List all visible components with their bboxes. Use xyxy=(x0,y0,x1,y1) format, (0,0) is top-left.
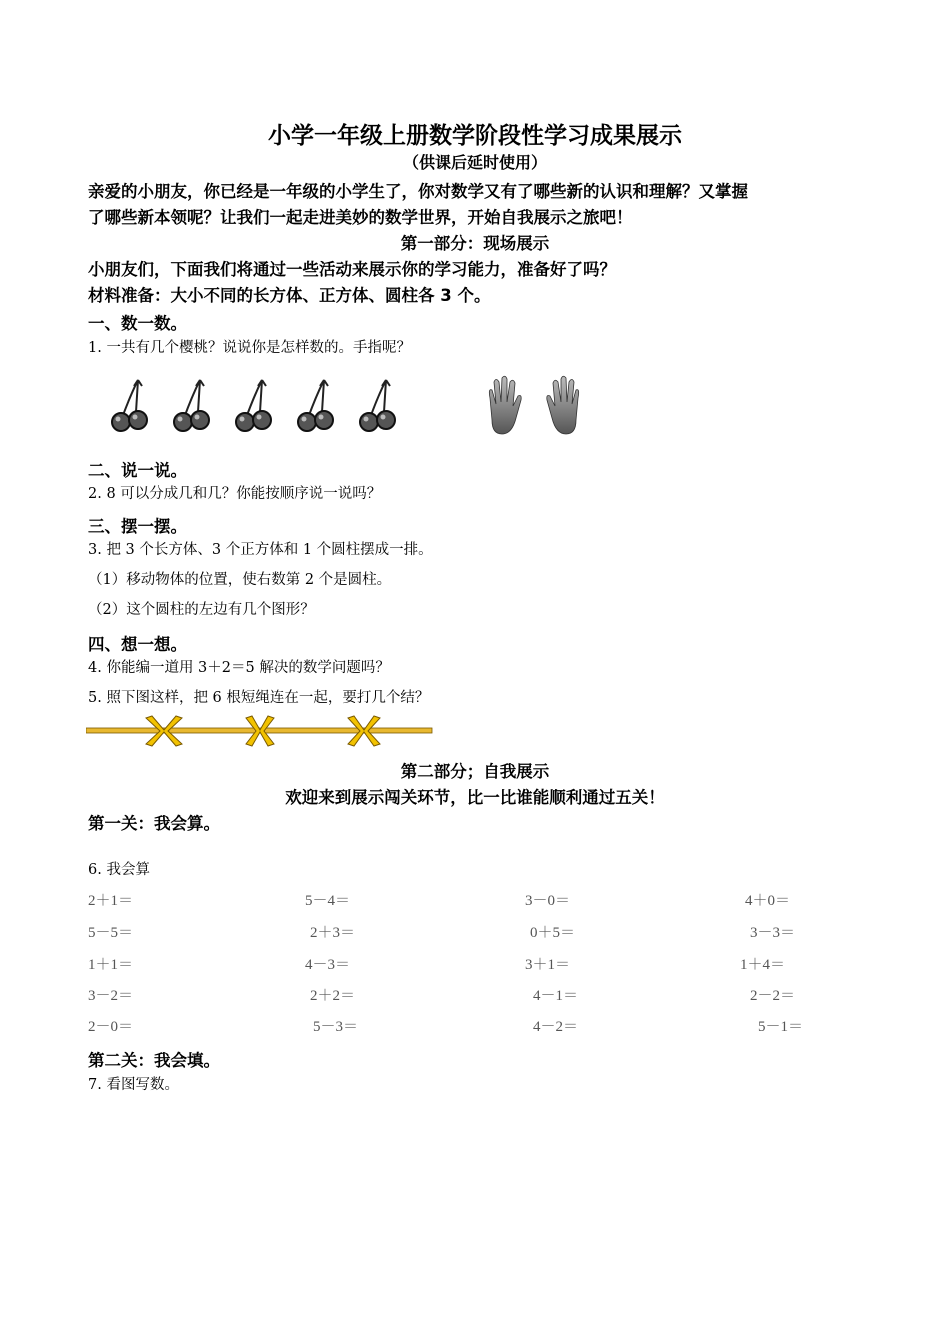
exercise-item: 2＋2＝ xyxy=(310,988,356,1004)
hands-illustration xyxy=(484,374,584,438)
materials-line: 材料准备：大小不同的长方体、正方体、圆柱各 3 个。 xyxy=(88,286,491,305)
page-title: 小学一年级上册数学阶段性学习成果展示 xyxy=(268,123,682,149)
part1-line-1: 小朋友们，下面我们将通过一些活动来展示你的学习能力，准备好了吗？ xyxy=(88,260,616,279)
exercise-item: 5－5＝ xyxy=(88,925,134,941)
cherry-icon xyxy=(298,380,333,431)
exercise-item: 2－2＝ xyxy=(750,988,796,1004)
exercise-item: 5－4＝ xyxy=(305,893,351,909)
cherry-icon xyxy=(236,380,271,431)
question-2: 2. 8 可以分成几和几？你能按顺序说一说吗？ xyxy=(88,486,382,502)
question-1: 1. 一共有几个樱桃？说说你是怎样数的。手指呢？ xyxy=(88,340,411,356)
section-arrange: 三、摆一摆。 xyxy=(88,517,187,536)
exercise-item: 3－0＝ xyxy=(525,893,571,909)
question-6: 6. 我会算 xyxy=(88,862,150,878)
exercise-item: 2＋3＝ xyxy=(310,925,356,941)
question-5: 5. 照下图这样，把 6 根短绳连在一起，要打几个结？ xyxy=(88,690,430,706)
exercise-item: 4－2＝ xyxy=(533,1019,579,1035)
level-2-heading: 第二关：我会填。 xyxy=(88,1051,220,1070)
question-3-part-2: （2）这个圆柱的左边有几个图形？ xyxy=(88,602,315,618)
intro-line-2: 了哪些新本领呢？让我们一起走进美妙的数学世界，开始自我展示之旅吧！ xyxy=(88,208,633,227)
right-hand-icon xyxy=(547,376,579,434)
part2-welcome: 欢迎来到展示闯关环节，比一比谁能顺利通过五关！ xyxy=(285,788,665,807)
question-3-part-1: （1）移动物体的位置，使右数第 2 个是圆柱。 xyxy=(88,572,392,588)
question-7: 7. 看图写数。 xyxy=(88,1077,179,1093)
part2-heading: 第二部分；自我展示 xyxy=(400,762,550,781)
question-4: 4. 你能编一道用 3＋2＝5 解决的数学问题吗？ xyxy=(88,660,390,676)
exercise-item: 4＋0＝ xyxy=(745,893,791,909)
cherries-illustration xyxy=(108,376,408,438)
part1-heading: 第一部分：现场展示 xyxy=(400,234,550,253)
cherry-icon xyxy=(174,380,209,431)
exercise-item: 5－3＝ xyxy=(313,1019,359,1035)
exercise-item: 2＋1＝ xyxy=(88,893,134,909)
exercise-item: 0＋5＝ xyxy=(530,925,576,941)
section-say: 二、说一说。 xyxy=(88,461,187,480)
exercise-item: 3＋1＝ xyxy=(525,957,571,973)
section-think: 四、想一想。 xyxy=(88,635,187,654)
cherry-icon xyxy=(360,380,395,431)
exercise-item: 5－1＝ xyxy=(758,1019,804,1035)
exercise-item: 3－2＝ xyxy=(88,988,134,1004)
intro-line-1: 亲爱的小朋友，你已经是一年级的小学生了，你对数学又有了哪些新的认识和理解？又掌握 xyxy=(88,182,748,201)
left-hand-icon xyxy=(489,376,521,434)
cherry-icon xyxy=(112,380,147,431)
exercise-item: 4－1＝ xyxy=(533,988,579,1004)
question-3: 3. 把 3 个长方体、3 个正方体和 1 个圆柱摆成一排。 xyxy=(88,542,433,558)
exercise-item: 2－0＝ xyxy=(88,1019,134,1035)
exercise-item: 1＋1＝ xyxy=(88,957,134,973)
section-count: 一、数一数。 xyxy=(88,314,187,333)
exercise-item: 1＋4＝ xyxy=(740,957,786,973)
exercise-item: 4－3＝ xyxy=(305,957,351,973)
page-subtitle: （供课后延时使用） xyxy=(402,153,547,172)
rope-illustration xyxy=(86,714,436,748)
level-1-heading: 第一关：我会算。 xyxy=(88,814,220,833)
exercise-item: 3－3＝ xyxy=(750,925,796,941)
